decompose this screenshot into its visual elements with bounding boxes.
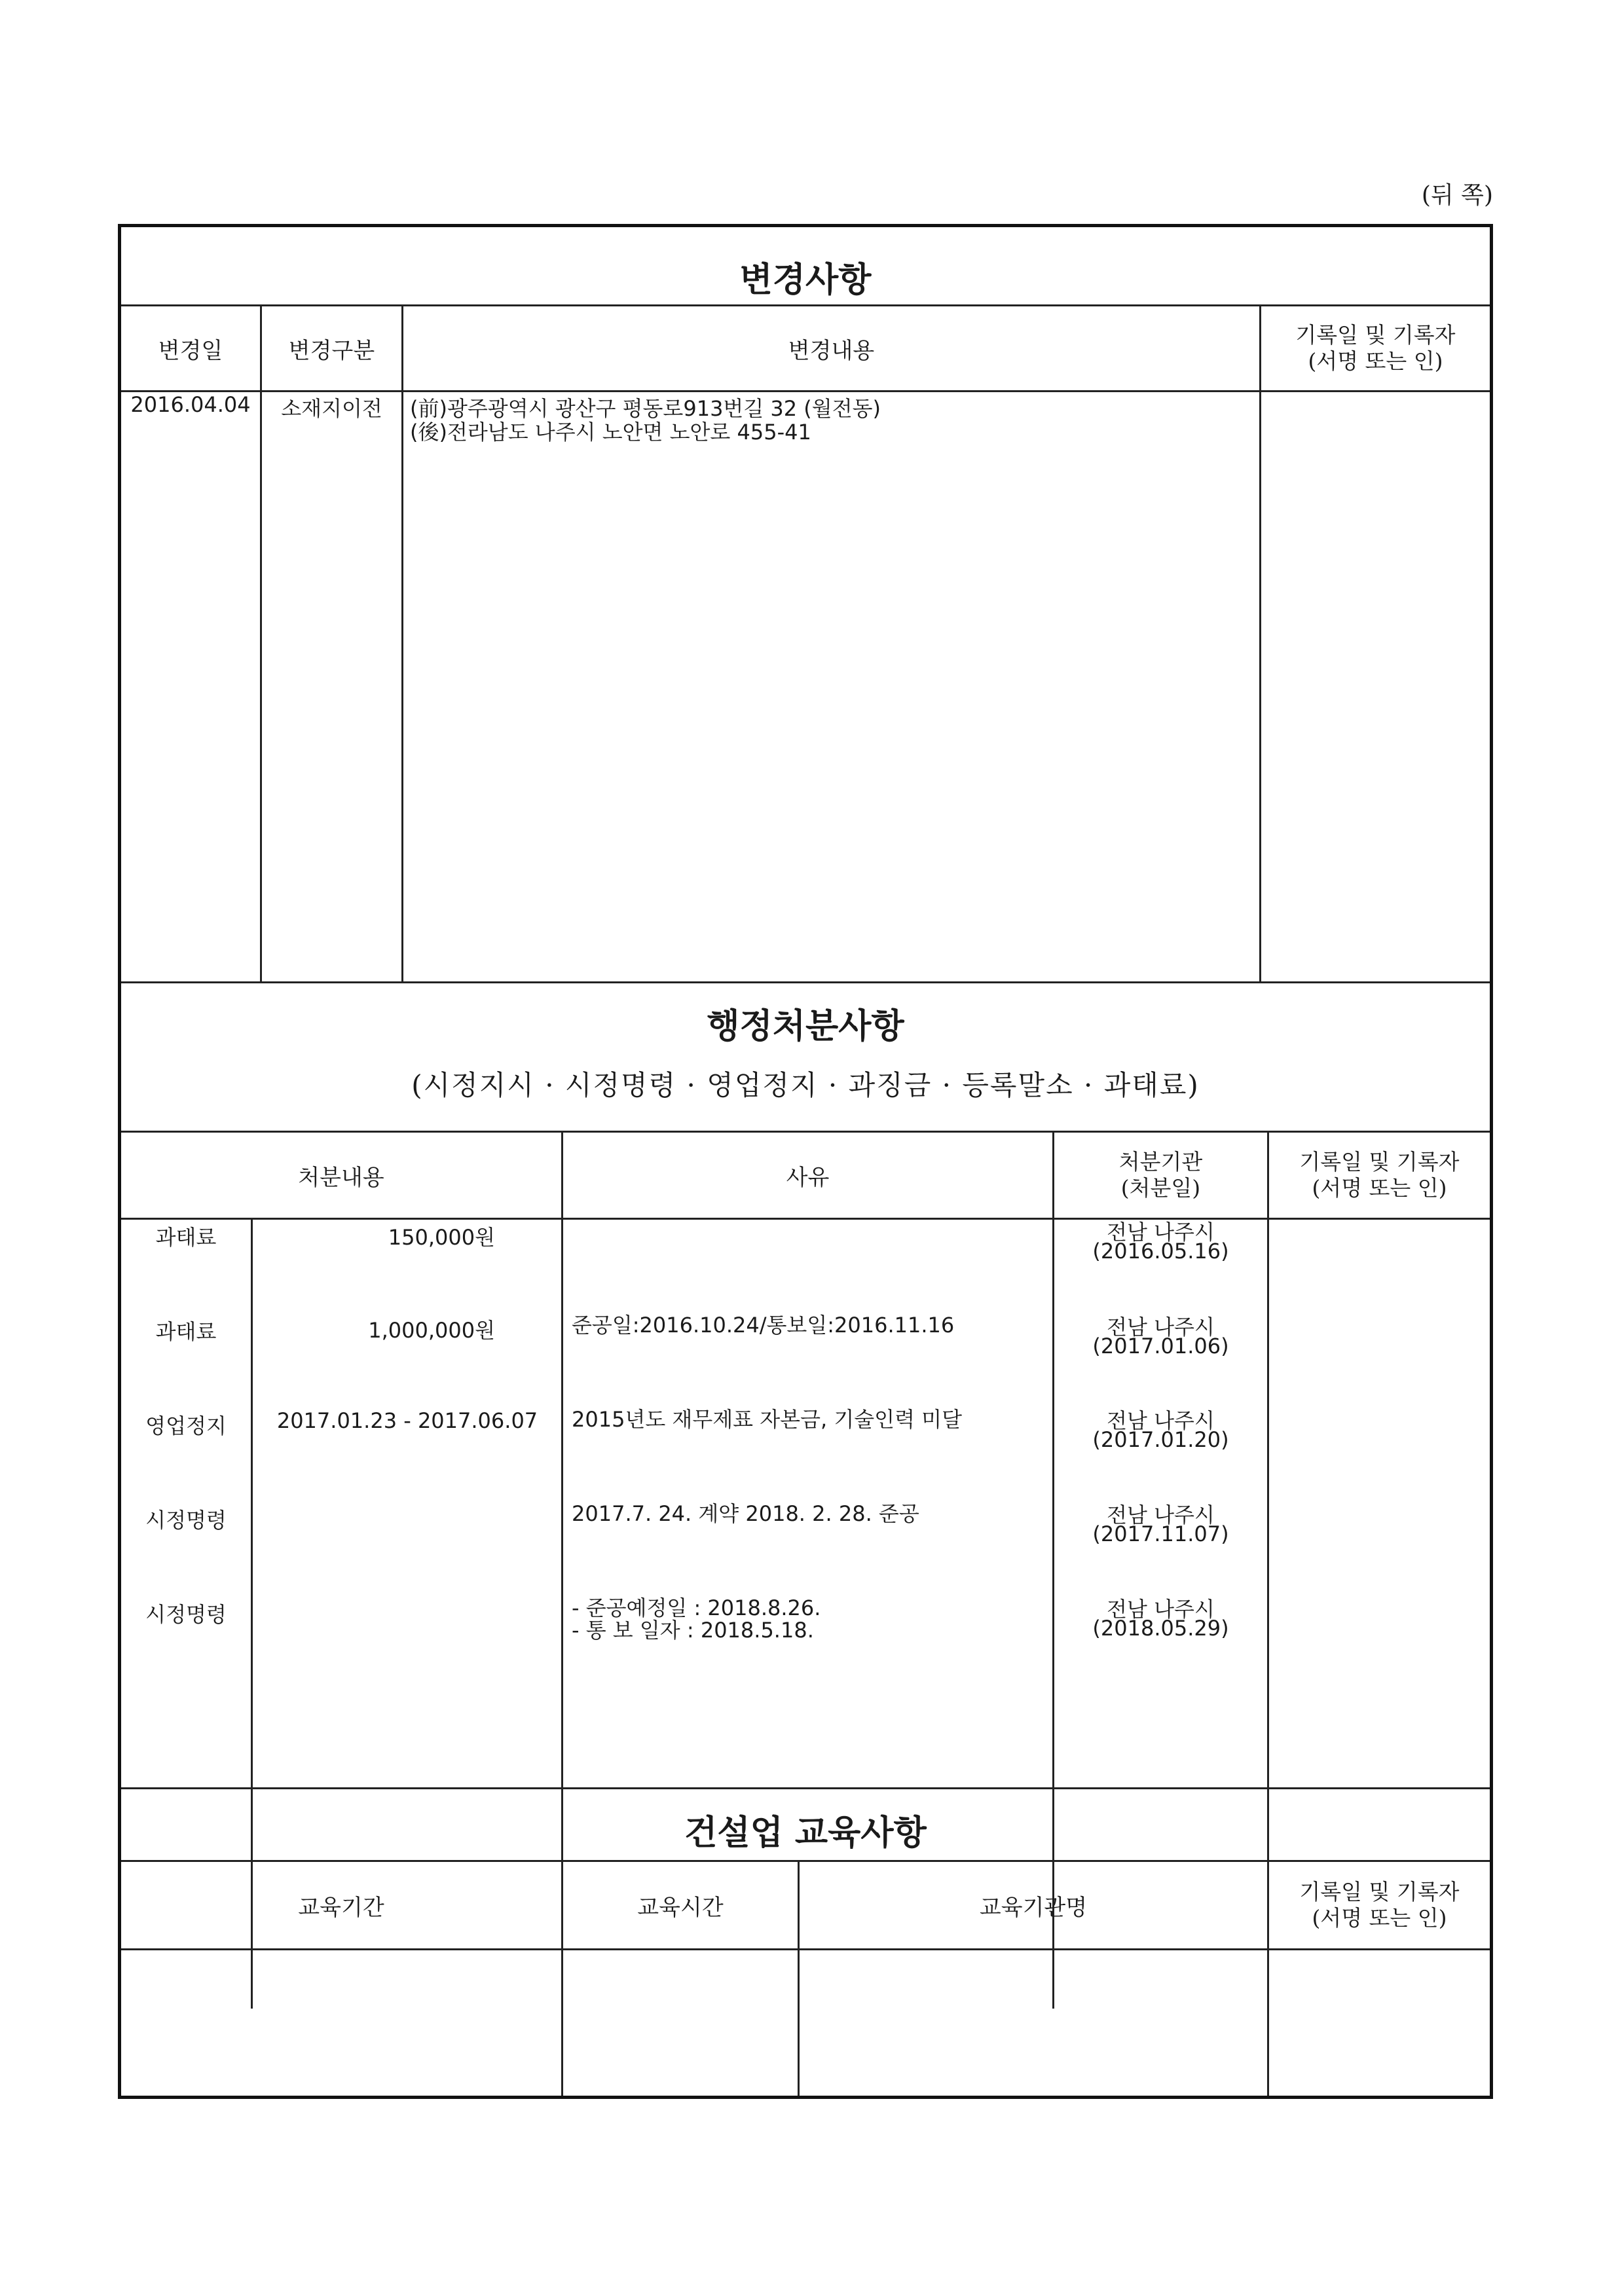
disposition-date: (2016.05.16) bbox=[1092, 1239, 1229, 1264]
divider bbox=[1267, 1862, 1269, 2096]
divider bbox=[260, 306, 262, 981]
change-content-line2: (後)전라남도 나주시 노안면 노안로 455-41 bbox=[410, 420, 811, 445]
divider bbox=[1259, 306, 1261, 981]
disposition-agency: 전남 나주시 bbox=[1107, 1503, 1215, 1527]
disposition-reason: 2017.7. 24. 계약 2018. 2. 28. 준공 bbox=[572, 1501, 919, 1526]
education-period-header: 교육기간 bbox=[298, 1894, 384, 1921]
education-record-header bbox=[1269, 1862, 1490, 1948]
change-date: 2016.04.04 bbox=[130, 392, 251, 417]
disposition-reason: 2015년도 재무제표 자본금, 기술인력 미달 bbox=[572, 1407, 962, 1432]
disposition-detail: 150,000원 bbox=[388, 1225, 495, 1250]
disposition-type: 과태료 bbox=[155, 1225, 217, 1250]
disposition-agency: 전남 나주시 bbox=[1107, 1408, 1215, 1433]
divider bbox=[121, 1218, 1490, 1220]
change-type: 소재지이전 bbox=[281, 396, 382, 421]
disposition-type: 과태료 bbox=[155, 1319, 217, 1344]
disposition-reason-header: 사유 bbox=[786, 1164, 830, 1191]
education-title: 건설업 교육사항 bbox=[684, 1813, 927, 1853]
change-record-header bbox=[1261, 306, 1490, 390]
change-record-header-line2: (서명 또는 인) bbox=[1308, 348, 1443, 374]
dispositions-subtitle: (시정지시 · 시정명령 · 영업정지 · 과징금 · 등록말소 · 과태료) bbox=[411, 1069, 1200, 1101]
record-form bbox=[118, 224, 1493, 2099]
divider bbox=[121, 981, 1490, 983]
disposition-type: 시정명령 bbox=[145, 1508, 227, 1533]
change-content-line1: (前)광주광역시 광산구 평동로913번길 32 (월전동) bbox=[410, 396, 881, 421]
dispositions-title: 행정처분사항 bbox=[707, 1007, 904, 1046]
disposition-record-header bbox=[1269, 1133, 1490, 1218]
disposition-date: (2018.05.29) bbox=[1092, 1616, 1229, 1641]
disposition-content-header: 처분내용 bbox=[298, 1164, 384, 1191]
disposition-agency-header-line1: 처분기관 bbox=[1118, 1149, 1203, 1175]
disposition-detail: 1,000,000원 bbox=[368, 1318, 495, 1343]
disposition-agency-header-line2: (처분일) bbox=[1120, 1175, 1201, 1201]
change-content-header: 변경내용 bbox=[788, 337, 875, 364]
divider bbox=[401, 306, 403, 981]
disposition-agency: 전남 나주시 bbox=[1107, 1315, 1215, 1339]
disposition-reason: 준공일:2016.10.24/통보일:2016.11.16 bbox=[572, 1313, 955, 1338]
change-date-header: 변경일 bbox=[158, 337, 223, 364]
disposition-record-header-line1: 기록일 및 기록자 bbox=[1299, 1149, 1460, 1175]
disposition-type: 영업정지 bbox=[145, 1413, 227, 1438]
disposition-agency: 전남 나주시 bbox=[1107, 1597, 1215, 1622]
disposition-reason: - 준공예정일 : 2018.8.26. - 통 보 일자 : 2018.5.18. bbox=[572, 1595, 821, 1643]
disposition-record-header-line2: (서명 또는 인) bbox=[1312, 1175, 1447, 1201]
divider bbox=[121, 1787, 1490, 1789]
education-record-header-line2: (서명 또는 인) bbox=[1312, 1905, 1447, 1931]
changes-title: 변경사항 bbox=[739, 261, 872, 300]
divider bbox=[561, 1133, 563, 1218]
disposition-agency-header bbox=[1054, 1133, 1267, 1218]
disposition-date: (2017.11.07) bbox=[1092, 1522, 1229, 1546]
page-side-label: (뒤 쪽) bbox=[1421, 182, 1493, 209]
disposition-detail: 2017.01.23 - 2017.06.07 bbox=[276, 1408, 538, 1433]
disposition-date: (2017.01.06) bbox=[1092, 1334, 1229, 1358]
divider bbox=[798, 1862, 800, 2096]
disposition-agency: 전남 나주시 bbox=[1107, 1220, 1215, 1245]
education-hours-header: 교육시간 bbox=[637, 1894, 724, 1921]
change-record-header-line1: 기록일 및 기록자 bbox=[1295, 322, 1456, 348]
divider bbox=[121, 1948, 1490, 1950]
disposition-type: 시정명령 bbox=[145, 1602, 227, 1627]
education-institution-header: 교육기관명 bbox=[979, 1894, 1088, 1921]
education-record-header-line1: 기록일 및 기록자 bbox=[1299, 1879, 1460, 1904]
divider bbox=[561, 1862, 563, 2096]
disposition-date: (2017.01.20) bbox=[1092, 1427, 1229, 1452]
change-type-header: 변경구분 bbox=[288, 337, 375, 364]
